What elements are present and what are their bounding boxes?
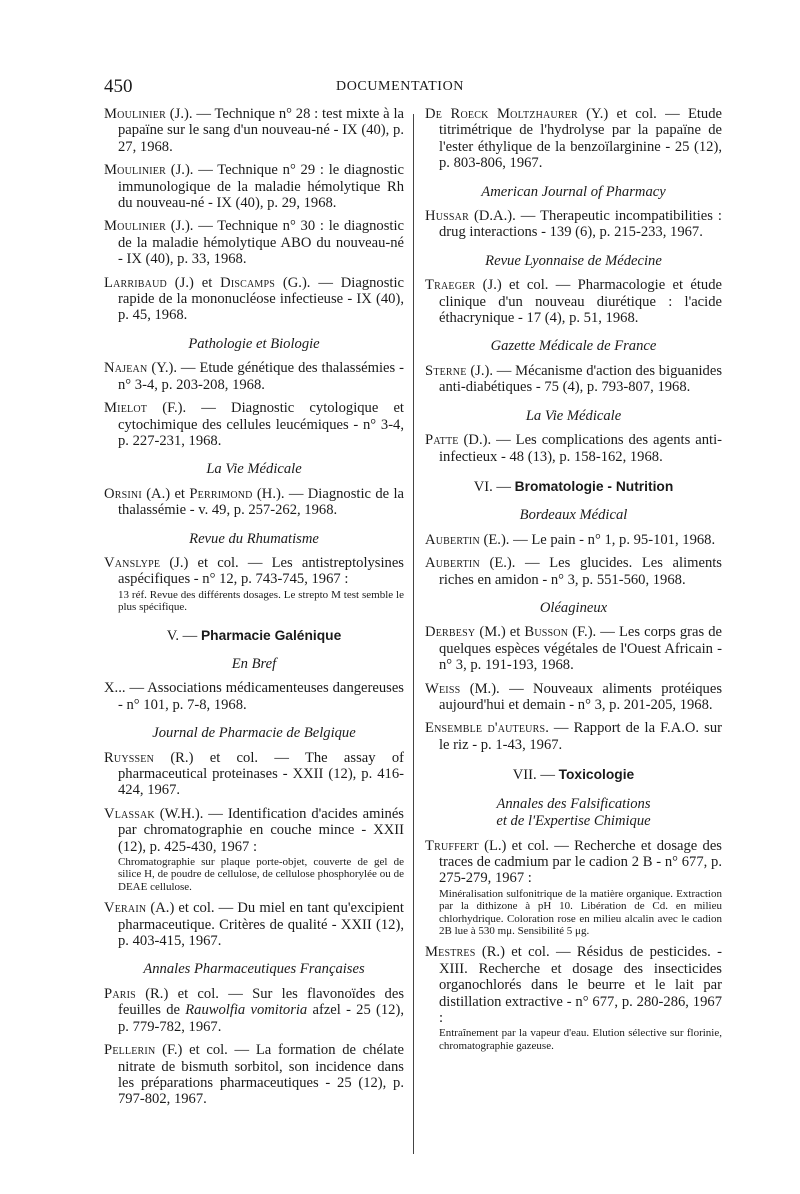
entry-vanslype	[104, 555, 404, 614]
entry-author: Moulinier	[104, 218, 166, 235]
journal-heading: Journal de Pharmacie de Belgique	[152, 725, 356, 742]
entry-author: Ensemble d'auteurs	[425, 720, 546, 737]
section-heading-vi	[425, 479, 722, 495]
entry-moulinier-29	[104, 162, 404, 211]
entry-text: (E.). — Les glucides. Les aliments riches en amidon - n° 3, p. 551-560, 1968.	[439, 555, 722, 588]
entry-verain	[104, 900, 404, 949]
section-title: Toxicologie	[558, 767, 635, 783]
entry-text: (M.). — Nouveaux aliments protéiques aujourd'hui et demain - n° 3, p. 201-205, 1968.	[439, 680, 722, 713]
entry-text: (E.). — Le pain - n° 1, p. 95-101, 1968.	[479, 531, 716, 548]
entry-author: Aubertin	[425, 531, 480, 548]
section-number: V. —	[166, 627, 198, 644]
running-head: DOCUMENTATION	[335, 79, 464, 94]
entry-author: Orsini	[104, 485, 142, 502]
section-number: VI. —	[473, 478, 511, 495]
entry-author: Paris	[104, 985, 136, 1002]
entry-text: — Associations médicamenteuses dangereuses - n° 101, p. 7-8, 1968.	[118, 680, 404, 713]
journal-heading: Gazette Médicale de France	[490, 338, 657, 355]
entry-author: Verain	[104, 900, 147, 917]
entry-text: . — Rapport de la F.A.O. sur le riz - p. 1-43, 1967.	[439, 720, 722, 753]
entry-truffert	[425, 838, 722, 938]
entry-author: Aubertin	[425, 555, 480, 572]
entry-author: Perrimond	[189, 485, 253, 502]
entry-text: (F.). — Les corps gras de quelques espèces végétales de l'Ouest Africain - n° 3, p. 191-193, 1968.	[439, 624, 722, 674]
entry-patte	[425, 432, 722, 465]
entry-author: Discamps	[220, 274, 276, 291]
entry-moulinier-30	[104, 218, 404, 267]
entry-mestres	[425, 944, 722, 1052]
entry-derbesy	[425, 624, 722, 673]
entry-text: (R.) et col. — Résidus de pesticides. - XIII. Recherche et dosage des insecticides organochlorés dans le beurre et le lait par distillation extractive - n° 677, p. 280-286, 1967 :	[439, 944, 722, 1027]
entry-aubertin-2	[425, 555, 722, 588]
entry-x-associations	[104, 680, 404, 713]
journal-heading: La Vie Médicale	[525, 407, 622, 424]
entry-author: Derbesy	[425, 624, 476, 641]
entry-sterne	[425, 363, 722, 396]
entry-author: X...	[104, 680, 126, 697]
entry-hussar	[425, 208, 722, 241]
section-heading-v	[104, 628, 404, 644]
entry-aubertin-1	[425, 532, 722, 548]
entry-author: Traeger	[425, 277, 476, 294]
entry-author: Pellerin	[104, 1042, 156, 1059]
section-heading-vii	[425, 767, 722, 783]
entry-text: afzel - 25 (12), p. 779-782, 1967.	[118, 1002, 404, 1035]
entry-ensemble-auteurs	[425, 720, 722, 753]
journal-heading: Oléagineux	[539, 599, 608, 616]
entry-author: Vanslype	[104, 554, 161, 571]
section-title: Bromatologie - Nutrition	[514, 478, 674, 494]
entry-author: Larribaud	[104, 274, 167, 291]
journal-heading	[425, 796, 722, 830]
entry-text: (H.). — Diagnostic de la thalassémie - v. 49, p. 257-262, 1968.	[118, 485, 404, 519]
entry-text: (G.). — Diagnostic rapide de la mononucléose infectieuse - IX (40), p. 45, 1968.	[118, 274, 404, 324]
entry-najean	[104, 360, 404, 393]
entry-note: Entraînement par la vapeur d'eau. Elution sélective sur florinie, chromatographie gazeuse.	[439, 1027, 722, 1052]
entry-text: (W.H.). — Identification d'acides aminés par chromatographie en couche mince - XXII (12), p. 425-430, 1967 :	[118, 805, 404, 855]
entry-text: (Y.) et col. — Etude titrimétrique de l'hydrolyse par la papaïne de l'ester éthylique de la benzoïlarginine - 25 (12), p. 803-806, 1967.	[439, 106, 722, 172]
journal-heading: Pathologie et Biologie	[188, 335, 320, 352]
left-column	[104, 106, 404, 1115]
journal-heading: La Vie Médicale	[206, 461, 302, 478]
entry-author: Ruyssen	[104, 749, 155, 766]
entry-text: (J.). — Technique n° 30 : le diagnostic de la maladie hémolytique ABO du nouveau-né - IX (40), p. 33, 1968.	[118, 218, 404, 268]
entry-text: (J.) et col. — Pharmacologie et étude clinique d'un nouveau diurétique : l'acide éthacrynique - 17 (4), p. 51, 1968.	[439, 277, 722, 327]
entry-text: (R.) et col. — The assay of pharmaceutical proteinases - XXII (12), p. 416-424, 1967.	[118, 749, 404, 799]
entry-author: Moulinier	[104, 162, 166, 179]
entry-text: (A.) et	[141, 485, 190, 502]
entry-text: (L.) et col. — Recherche et dosage des traces de cadmium par le cadion 2 B - n° 677, p. 275-279, 1967 :	[439, 837, 722, 887]
entry-text: (D.). — Les complications des agents anti-infectieux - 48 (13), p. 158-162, 1968.	[439, 432, 722, 465]
journal-heading-line: et de l'Expertise Chimique	[496, 812, 651, 829]
entry-traeger	[425, 277, 722, 326]
entry-author: Truffert	[425, 837, 479, 854]
entry-orsini	[104, 486, 404, 519]
journal-heading: American Journal of Pharmacy	[481, 183, 666, 200]
entry-text: (J.). — Technique n° 28 : test mixte à la papaïne sur le sang d'un nouveau-né - IX (40), p. 27, 1968.	[118, 106, 404, 155]
entry-author: Najean	[104, 360, 148, 377]
entry-text: (J.) et	[166, 274, 221, 291]
entry-de-roeck	[425, 106, 722, 172]
section-title: Pharmacie Galénique	[200, 627, 342, 643]
entry-note: 13 réf. Revue des différents dosages. Le strepto M test semble le plus spécifique.	[118, 588, 404, 614]
entry-pellerin	[104, 1042, 404, 1108]
journal-heading: Revue Lyonnaise de Médecine	[485, 252, 662, 269]
entry-author: Weiss	[425, 680, 461, 697]
entry-author: Vlassak	[104, 805, 155, 822]
entry-paris	[104, 986, 404, 1035]
entry-weiss	[425, 681, 722, 714]
journal-heading: Bordeaux Médical	[519, 507, 628, 524]
journal-heading-line: Annales des Falsifications	[496, 795, 651, 812]
entry-author: Busson	[524, 624, 569, 641]
entry-text: (R.) et col. — Sur les flavonoïdes des feuilles de	[118, 985, 404, 1019]
entry-author: De Roeck Moltzhaurer	[425, 106, 578, 122]
entry-text: (Y.). — Etude génétique des thalassémies - n° 3-4, p. 203-208, 1968.	[118, 360, 404, 393]
entry-text: (D.A.). — Therapeutic incompatibilities : drug interactions - 139 (6), p. 215-233, 1967.	[439, 208, 722, 241]
entry-note: Minéralisation sulfonitrique de la matière organique. Extraction par la dithizone à pH 10. Libération de Cd. en milieu chlorhydrique. Coloration rose en milieu alcalin avec le cadion 2B lue à 530 mμ. Sensibilité 5 μg.	[439, 887, 722, 938]
species-name: Rauwolfia vomitoria	[185, 1002, 308, 1019]
entry-text: (J.). — Technique n° 29 : le diagnostic immunologique de la maladie hémolytique Rh du nouveau-né - IX (40), p. 29, 1968.	[118, 162, 404, 212]
entry-text: (J.) et col. — Les antistreptolysines aspécifiques - n° 12, p. 743-745, 1967 :	[118, 554, 404, 588]
right-column	[425, 106, 722, 1059]
section-number: VII. —	[512, 767, 555, 784]
entry-note: Chromatographie sur plaque porte-objet, couverte de gel de silice H, de poudre de cellulose, de cellulose phosphorylée ou de DEAE cellulose.	[118, 856, 404, 893]
entry-text: (A.) et col. — Du miel en tant qu'excipient pharmaceutique. Critères de qualité - XXII (12), p. 403-415, 1967.	[118, 900, 404, 950]
journal-heading: En Bref	[231, 655, 277, 672]
entry-vlassak	[104, 806, 404, 893]
entry-author: Patte	[425, 432, 459, 449]
entry-author: Mielot	[104, 400, 148, 417]
entry-larribaud	[104, 275, 404, 324]
entry-moulinier-28	[104, 106, 404, 155]
journal-heading: Annales Pharmaceutiques Françaises	[143, 961, 365, 978]
entry-author: Hussar	[425, 208, 469, 225]
entry-text: (F.). — Diagnostic cytologique et cytochimique des cellules leucémiques - n° 3-4, p. 227-231, 1968.	[118, 400, 404, 449]
page-number: 450	[104, 76, 133, 97]
entry-ruyssen	[104, 750, 404, 799]
entry-text: (M.) et	[475, 624, 525, 641]
entry-text: (J.). — Mécanisme d'action des biguanides anti-diabétiques - 75 (4), p. 793-807, 1968.	[439, 362, 722, 396]
entry-author: Sterne	[425, 362, 467, 379]
entry-mielot	[104, 400, 404, 449]
entry-text: (F.) et col. — La formation de chélate nitrate de bismuth sorbitol, son incidence dans les préparations pharmaceutiques - 25 (12), p. 797-802, 1967.	[118, 1042, 404, 1108]
entry-author: Moulinier	[104, 106, 166, 122]
journal-heading: Revue du Rhumatisme	[189, 530, 319, 547]
entry-author: Mestres	[425, 944, 476, 961]
column-rule	[413, 114, 414, 1154]
